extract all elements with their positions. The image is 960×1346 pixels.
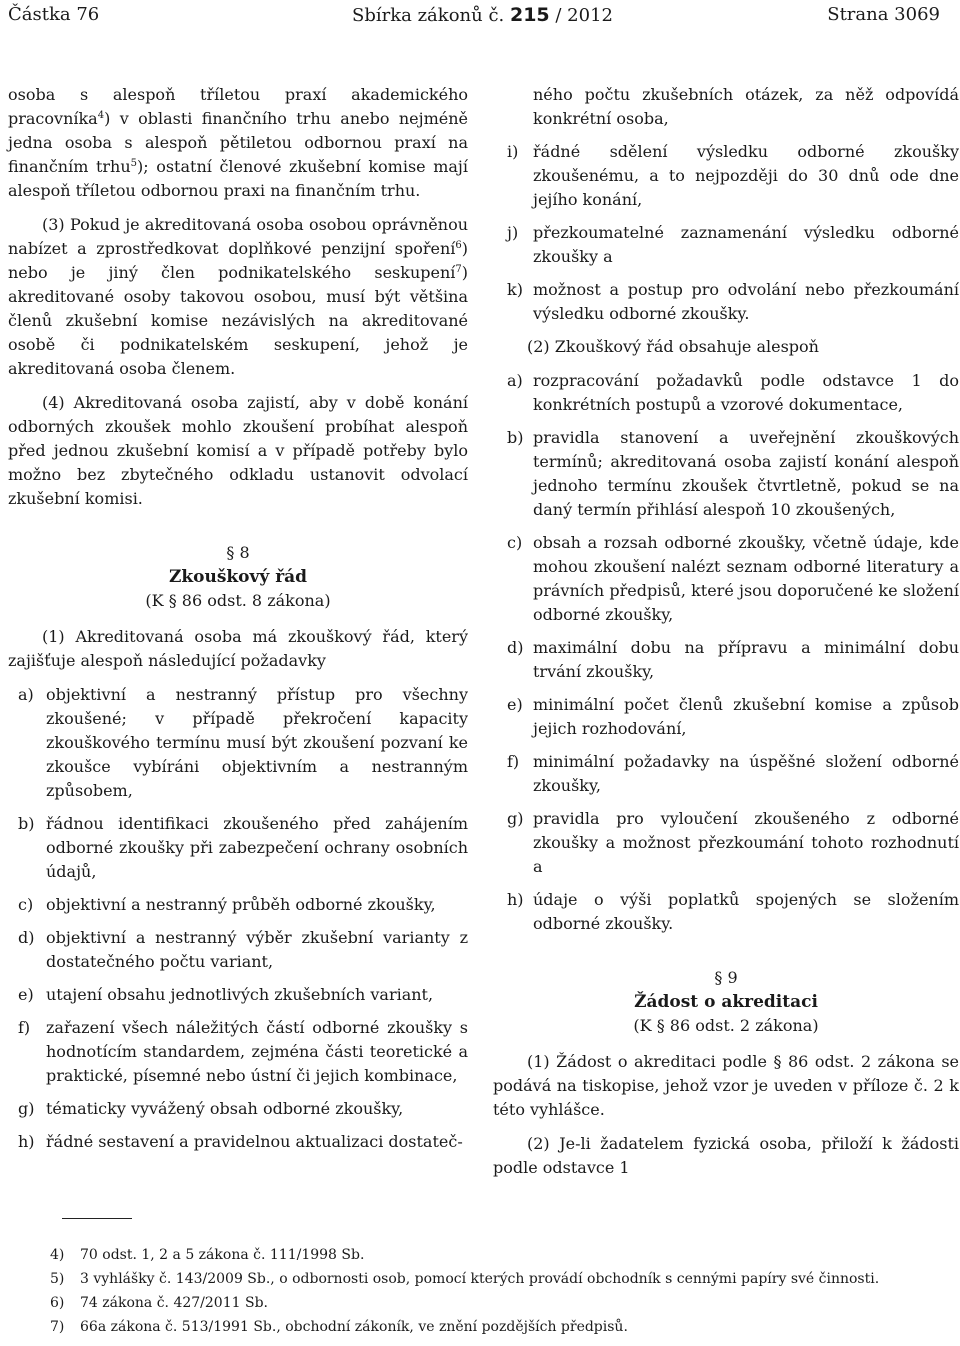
collection-year: / 2012: [555, 5, 613, 26]
list-text: minimální počet členů zkušební komise a způsob jejich rozhodování,: [533, 695, 959, 738]
section-title: Zkouškový řád: [168, 567, 308, 587]
footnotes: [50, 1243, 950, 1339]
list-text: řádnou identifikaci zkoušeného před zahájením odborné zkoušky při zabezpečení ochrany osobních údajů,: [46, 814, 468, 881]
section-heading: [8, 541, 468, 613]
footnote-ref: 4: [97, 110, 105, 121]
footnote-text: 70 odst. 1, 2 a 5 zákona č. 111/1998 Sb.: [80, 1247, 365, 1263]
list-item: [8, 683, 468, 803]
paragraph-1: (1) Akreditovaná osoba má zkouškový řád, který zajišťuje alespoň následující požadavky: [8, 627, 468, 670]
list-item: [493, 221, 959, 269]
list-item: [493, 369, 959, 417]
paragraph-continuation: osoba s alespoň tříletou praxí akademického pracovníka$^4$) v oblasti finančního trhu anebo nejméně jedna osoba s alespoň pětiletou odbornou praxí na finančním trhu$^5$); ostatní členové zkušební komise mají alespoň tříletou odbornou praxi na finančním trhu.: [8, 85, 469, 200]
list-label: j): [507, 223, 519, 242]
list-continuation: ného počtu zkušebních otázek, za něž odpovídá konkrétní osoba,: [533, 85, 959, 128]
list-text: tématicky vyvážený obsah odborné zkoušky,: [46, 1099, 404, 1118]
list-text: údaje o výši poplatků spojených se složením odborné zkoušky.: [533, 890, 959, 933]
page-number: Strana 3069: [827, 4, 940, 25]
footnote-number: 6): [50, 1295, 65, 1311]
list-text: pravidla stanovení a uveřejnění zkouškových termínů; akreditovaná osoba zajistí konání alespoň jednoho termínu zkoušek čtvrtletně, pokud se na daný termín přihlásí alespoň 10 zkoušených,: [533, 428, 959, 519]
list-label: d): [18, 928, 35, 947]
right-column: [493, 83, 959, 1190]
list-label: c): [18, 895, 34, 914]
list-item: [493, 278, 959, 326]
list-label: e): [507, 695, 523, 714]
list-item: [8, 926, 468, 974]
list-item: [8, 812, 468, 884]
list-item: [8, 1097, 468, 1121]
list-text: maximální dobu na přípravu a minimální dobu trvání zkoušky,: [533, 638, 959, 681]
paragraph-4: (4) Akreditovaná osoba zajistí, aby v době konání odborných zkoušek mohlo zkoušení probíhat alespoň před jednou zkušební komisí a v případě potřeby bylo možno bez zbytečného odkladu ustanovit odvolací zkušební komisi.: [8, 393, 468, 508]
footnote-text: 3 vyhlášky č. 143/2009 Sb., o odbornosti osob, pomocí kterých provádí obchodník s cennými papíry své činnosti.: [80, 1271, 880, 1287]
list-item: [8, 1130, 468, 1154]
list-label: f): [507, 752, 520, 771]
list-label: a): [507, 371, 523, 390]
collection-number: 215: [509, 4, 550, 26]
list-label: h): [507, 890, 524, 909]
section-title: Žádost o akreditaci: [634, 992, 818, 1012]
section-reference: (K § 86 odst. 2 zákona): [633, 1016, 819, 1035]
footnote: [50, 1315, 950, 1339]
list-item: [493, 750, 959, 798]
list-label: k): [507, 280, 523, 299]
left-column: [8, 83, 468, 1163]
list-item: [8, 983, 468, 1007]
footnote: [50, 1243, 950, 1267]
list-label: g): [507, 809, 524, 828]
list-text: obsah a rozsah odborné zkoušky, včetně údaje, kde mohou zkoušení nalézt seznam odborné literatury a právních předpisů, které jsou doporučené ke složení odborné zkoušky,: [533, 533, 959, 624]
list-label: c): [507, 533, 523, 552]
footnote-divider: [62, 1218, 132, 1219]
list-text: řádné sdělení výsledku odborné zkoušky zkoušenému, a to nejpozději do 30 dnů ode dne jejího konání,: [533, 142, 959, 209]
list-text: zařazení všech náležitých částí odborné zkoušky s hodnotícím standardem, zejména části teoretické a praktické, písemné nebo ústní či jejich kombinace,: [46, 1018, 468, 1085]
list-text: objektivní a nestranný přístup pro všechny zkoušené; v případě překročení kapacity zkouškového termínu musí být zkoušení pozvaní ke zkoušce vybíráni objektivním a nestranným způsobem,: [46, 685, 468, 800]
footnote-number: 4): [50, 1247, 65, 1263]
section-reference: (K § 86 odst. 8 zákona): [145, 591, 331, 610]
list-item: [493, 636, 959, 684]
list-text: možnost a postup pro odvolání nebo přezkoumání výsledku odborné zkoušky.: [533, 280, 959, 323]
list-item: [493, 531, 959, 627]
list-text: utajení obsahu jednotlivých zkušebních variant,: [46, 985, 434, 1004]
list-label: b): [18, 814, 35, 833]
list-label: a): [18, 685, 34, 704]
list-text: pravidla pro vyloučení zkoušeného z odborné zkoušky a možnost přezkoumání tohoto rozhodnutí a: [533, 809, 959, 876]
list-label: f): [18, 1018, 31, 1037]
footnote-ref: 7: [455, 264, 462, 275]
list-item: [8, 893, 468, 917]
footnote-number: 5): [50, 1271, 65, 1287]
list-text: řádné sestavení a pravidelnou aktualizaci dostateč-: [46, 1132, 463, 1151]
footnote-ref: 6: [455, 240, 462, 251]
list-item: [493, 807, 959, 879]
list-text: rozpracování požadavků podle odstavce 1 do konkrétních postupů a vzorové dokumentace,: [533, 371, 959, 414]
collection-prefix: Sbírka zákonů č.: [352, 5, 505, 26]
paragraph-2: (2) Zkouškový řád obsahuje alespoň: [527, 337, 819, 356]
list-label: g): [18, 1099, 35, 1118]
list-item: [493, 888, 959, 936]
paragraph-3: (3) Pokud je akreditovaná osoba osobou oprávněnou nabízet a zprostředkovat doplňkové penzijní spoření$^6$) nebo je jiný člen podnikatelského seskupení$^7$) akreditované osoby takovou osobou, musí být většina členů zkušební komise nezávislých na akreditované osobě či podnikatelském seskupení, jehož je akreditovaná osoba členem.: [8, 215, 468, 378]
page-header: [8, 4, 940, 28]
list-item: [493, 426, 959, 522]
footnote-number: 7): [50, 1319, 65, 1335]
footnote: [50, 1291, 950, 1315]
list-label: b): [507, 428, 524, 447]
footnote: [50, 1267, 950, 1291]
section-heading: [493, 966, 959, 1038]
list-label: e): [18, 985, 34, 1004]
footnote-text: 66a zákona č. 513/1991 Sb., obchodní zákoník, ve znění pozdějších předpisů.: [80, 1319, 628, 1335]
footnote-text: 74 zákona č. 427/2011 Sb.: [80, 1295, 268, 1311]
list-text: minimální požadavky na úspěšné složení odborné zkoušky,: [533, 752, 959, 795]
list-label: d): [507, 638, 524, 657]
list-label: i): [507, 142, 519, 161]
list-item: [493, 140, 959, 212]
issue-part: Částka 76: [8, 4, 100, 25]
section-number: § 8: [226, 543, 250, 562]
list-item: [8, 1016, 468, 1088]
list-text: objektivní a nestranný průběh odborné zkoušky,: [46, 895, 436, 914]
list-item: [493, 693, 959, 741]
paragraph-1: (1) Žádost o akreditaci podle § 86 odst. 2 zákona se podává na tiskopise, jehož vzor je uveden v příloze č. 2 k této vyhlášce.: [493, 1052, 959, 1119]
paragraph-2: (2) Je-li žadatelem fyzická osoba, přiloží k žádosti podle odstavce 1: [493, 1134, 959, 1177]
list-text: přezkoumatelné zaznamenání výsledku odborné zkoušky a: [533, 223, 959, 266]
collection-title: [352, 4, 613, 26]
section-number: § 9: [714, 968, 738, 987]
footnote-ref: 5: [130, 158, 138, 169]
list-label: h): [18, 1132, 35, 1151]
list-text: objektivní a nestranný výběr zkušební varianty z dostatečného počtu variant,: [46, 928, 468, 971]
